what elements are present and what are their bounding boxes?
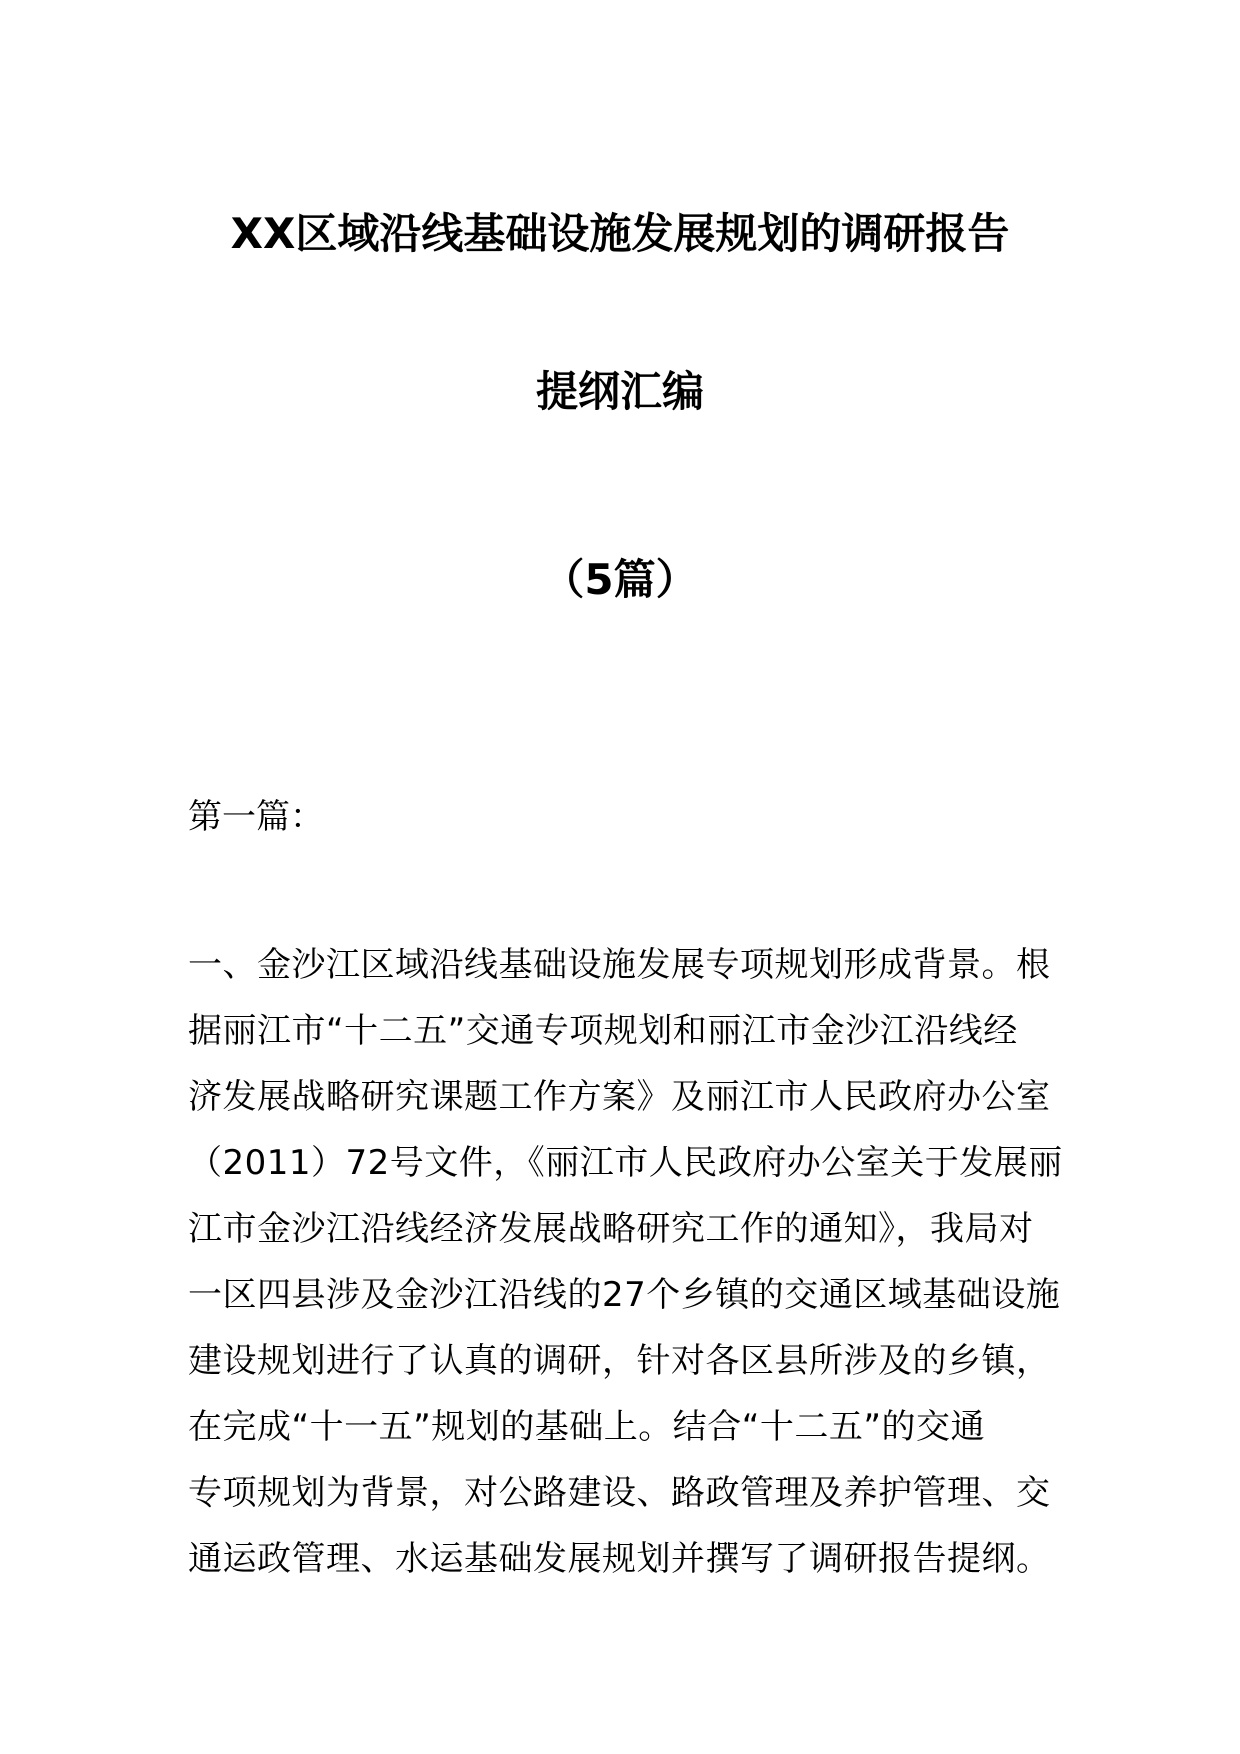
body-paragraph [188,932,1063,1592]
document-title-count: （5篇） [542,555,698,604]
paragraph-line: 一、金沙江区域沿线基础设施发展专项规划形成背景。根 [188,945,1051,985]
paragraph-line: 据丽江市“十二五”交通专项规划和丽江市金沙江沿线经 [188,1011,1018,1051]
paragraph-line: （2011）72号文件，《丽江市人民政府办公室关于发展丽 [188,1143,1063,1183]
paragraph-line: 专项规划为背景，对公路建设、路政管理及养护管理、交 [188,1473,1051,1513]
document-title-line-1: XX区域沿线基础设施发展规划的调研报告 [230,209,1010,258]
paragraph-line: 一区四县涉及金沙江沿线的27个乡镇的交通区域基础设施 [188,1275,1061,1315]
document-title-line-2: 提纲汇编 [535,367,704,416]
paragraph-line: 江市金沙江沿线经济发展战略研究工作的通知》，我局对 [188,1209,1034,1249]
section-heading: 第一篇： [188,797,324,837]
paragraph-line: 在完成“十一五”规划的基础上。结合“十二五”的交通 [188,1407,985,1447]
paragraph-line: 济发展战略研究课题工作方案》及丽江市人民政府办公室 [188,1077,1051,1117]
paragraph-line: 通运政管理、水运基础发展规划并撰写了调研报告提纲。 [188,1539,1051,1579]
paragraph-line: 建设规划进行了认真的调研，针对各区县所涉及的乡镇， [188,1341,1051,1381]
